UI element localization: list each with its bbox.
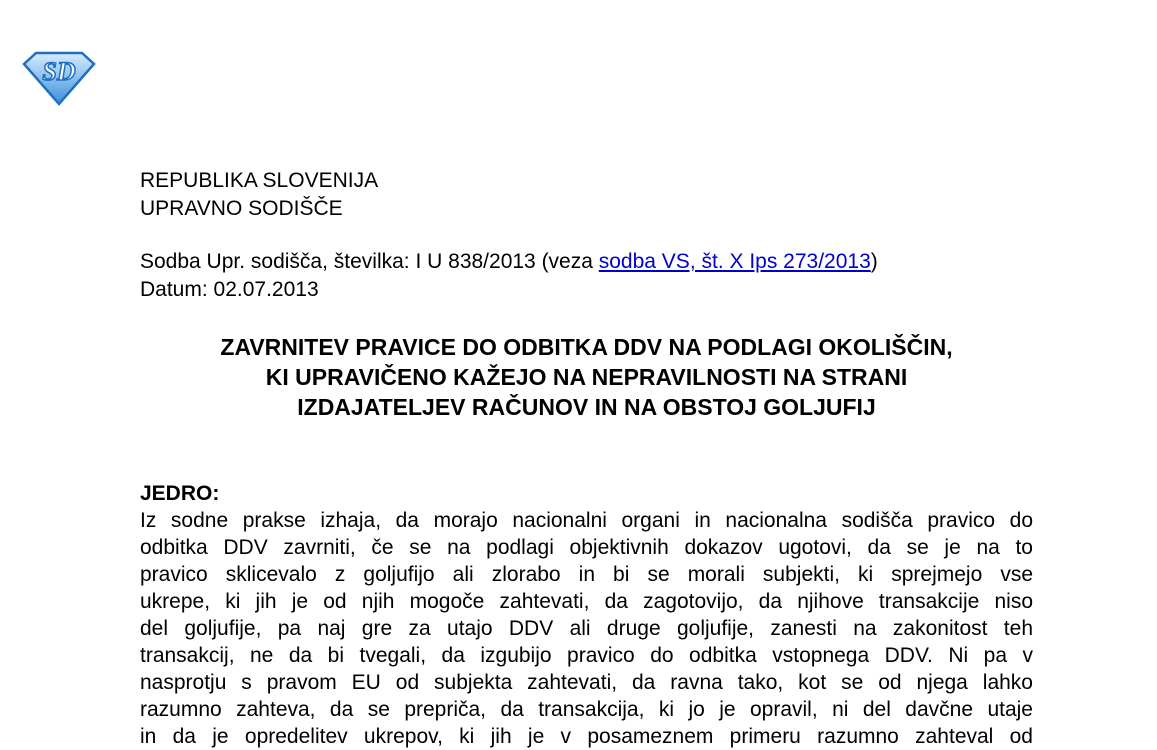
paragraph-line: razumno zahteva, da se prepriča, da transakcija, ki jo je opravil, ni del davčne utaje: [140, 698, 1033, 721]
sd-logo-icon: [22, 50, 96, 106]
court-header: [140, 167, 378, 223]
country-name: REPUBLIKA SLOVENIJA: [140, 169, 379, 192]
title-line: IZDAJATELJEV RAČUNOV IN NA OBSTOJ GOLJUFIJ: [297, 394, 876, 420]
case-number-text: Sodba Upr. sodišča, številka: I U 838/2013 (veza: [140, 250, 599, 273]
related-judgment-link[interactable]: sodba VS, št. X Ips 273/2013: [598, 250, 871, 273]
paragraph-line: nasprotju s pravom EU od subjekta zahtevati, da ravna tako, kot se od njega lahko: [140, 671, 1033, 694]
court-name: UPRAVNO SODIŠČE: [140, 197, 343, 220]
core-paragraph: [140, 507, 1033, 750]
paragraph-line: transakcij, ne da bi tvegali, da izgubijo pravico do odbitka vstopnega DDV. Ni pa v: [140, 644, 1033, 667]
paragraph-line: pravico sklicevalo z goljufijo ali zlorabo in bi se morali subjekti, ki sprejmejo vse: [140, 563, 1033, 586]
judgment-title: [140, 332, 1033, 422]
title-line: ZAVRNITEV PRAVICE DO ODBITKA DDV NA PODLAGI OKOLIŠČIN,: [220, 334, 953, 360]
paragraph-line: del goljufije, pa naj gre za utajo DDV ali druge goljufije, zanesti na zakonitost teh: [140, 617, 1033, 640]
paragraph-line: Iz sodne prakse izhaja, da morajo nacionalni organi in nacionalna sodišča pravico do: [140, 509, 1033, 532]
case-number-line: [140, 248, 878, 276]
paragraph-line: odbitka DDV zavrniti, če se na podlagi objektivnih dokazov ugotovi, da se je na to: [140, 536, 1033, 559]
case-reference: [140, 248, 878, 304]
paragraph-line: in da je opredelitev ukrepov, ki jih je v posameznem primeru razumno zahteval od: [140, 725, 1033, 748]
paragraph-line: ukrepe, ki jih je od njih mogoče zahtevati, da zagotovijo, da njihove transakcije niso: [140, 590, 1033, 613]
core-heading: JEDRO:: [140, 482, 220, 505]
judgment-date: Datum: 02.07.2013: [140, 278, 319, 301]
case-number-suffix: ): [870, 250, 878, 273]
title-line: KI UPRAVIČENO KAŽEJO NA NEPRAVILNOSTI NA STRANI: [265, 364, 908, 390]
svg-text:SD: SD: [42, 57, 76, 86]
